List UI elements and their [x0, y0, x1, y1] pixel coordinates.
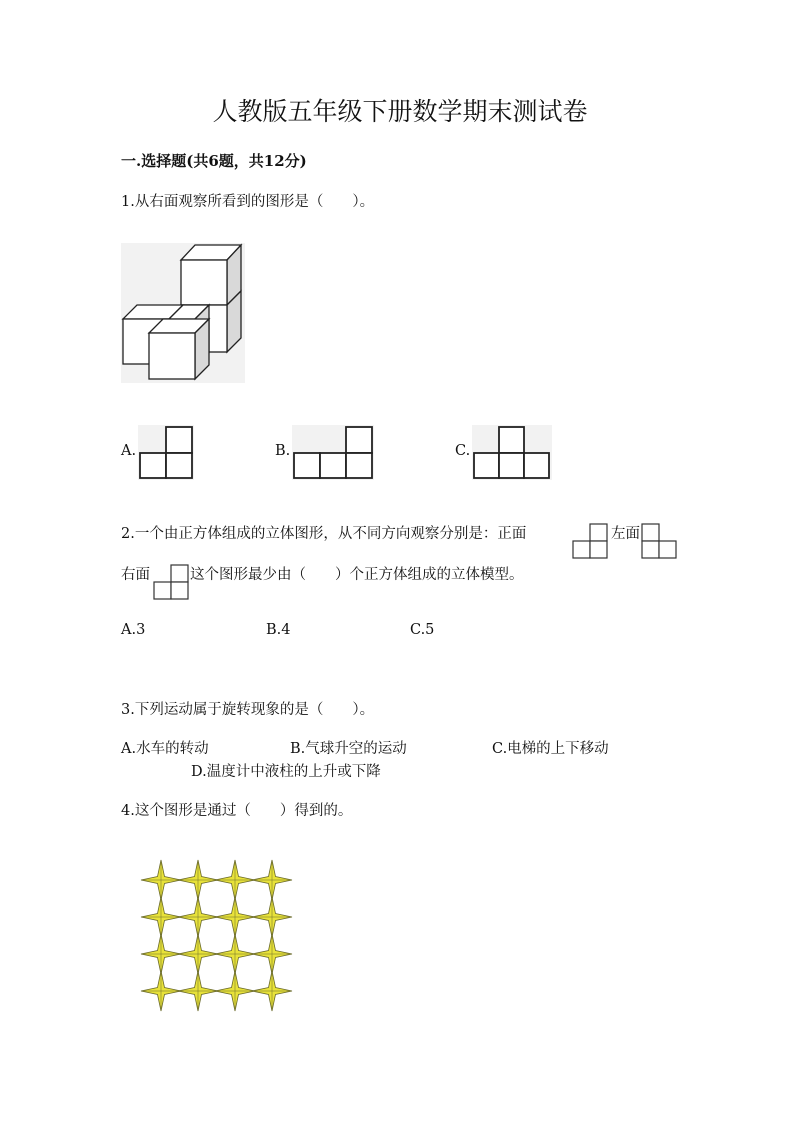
- star-crease: [252, 971, 292, 1011]
- question-3-text: 3.下列运动属于旋转现象的是（ ）。: [121, 702, 375, 718]
- q2-option-c[interactable]: C.5: [410, 622, 435, 638]
- q3-option-b[interactable]: B.气球升空的运动: [290, 741, 407, 757]
- star-crease: [252, 934, 292, 974]
- star-crease: [141, 971, 181, 1011]
- star-crease: [252, 897, 292, 937]
- star-crease: [178, 971, 218, 1011]
- star-crease: [215, 934, 255, 974]
- star-crease: [178, 897, 218, 937]
- q2-option-a[interactable]: A.3: [121, 622, 146, 638]
- star-crease: [215, 971, 255, 1011]
- q1-option-b-figure[interactable]: [292, 425, 374, 480]
- q1-option-c-label[interactable]: C.: [455, 443, 471, 459]
- q1-cube-figure: [121, 243, 245, 383]
- star-crease: [252, 860, 292, 900]
- star-crease: [141, 897, 181, 937]
- question-2-text: 2.一个由正方体组成的立体图形，从不同方向观察分别是：正面: [121, 526, 527, 542]
- q2-right-view-figure: [153, 563, 191, 601]
- q2-right-view-label: 右面: [121, 567, 150, 583]
- star-crease: [215, 860, 255, 900]
- section-heading: 一.选择题(共6题，共12分): [121, 152, 307, 170]
- q2-option-b[interactable]: B.4: [266, 622, 291, 638]
- question-4-text: 4.这个图形是通过（ ）得到的。: [121, 803, 353, 819]
- q1-option-a-figure[interactable]: [138, 425, 194, 480]
- question-2-text-continued: 这个图形最少由（ ）个正方体组成的立体模型。: [190, 567, 524, 583]
- q1-option-b-label[interactable]: B.: [275, 443, 291, 459]
- q1-option-a-label[interactable]: A.: [121, 443, 137, 459]
- q2-left-view-label: 左面: [611, 526, 640, 542]
- star-crease: [178, 934, 218, 974]
- q2-front-view-figure: [572, 522, 610, 560]
- star-crease: [141, 860, 181, 900]
- q3-option-c[interactable]: C.电梯的上下移动: [492, 741, 609, 757]
- question-1-text: 1.从右面观察所看到的图形是（ ）。: [121, 194, 375, 210]
- q3-option-d[interactable]: D.温度计中液柱的上升或下降: [191, 764, 381, 780]
- q3-option-a[interactable]: A.水车的转动: [121, 741, 209, 757]
- q2-left-view-figure: [641, 522, 679, 560]
- q4-star-pattern-figure: [141, 860, 299, 1008]
- star-crease: [141, 934, 181, 974]
- star-crease: [215, 897, 255, 937]
- page-title: 人教版五年级下册数学期末测试卷: [212, 97, 588, 126]
- q1-option-c-figure[interactable]: [472, 425, 552, 480]
- star-crease: [178, 860, 218, 900]
